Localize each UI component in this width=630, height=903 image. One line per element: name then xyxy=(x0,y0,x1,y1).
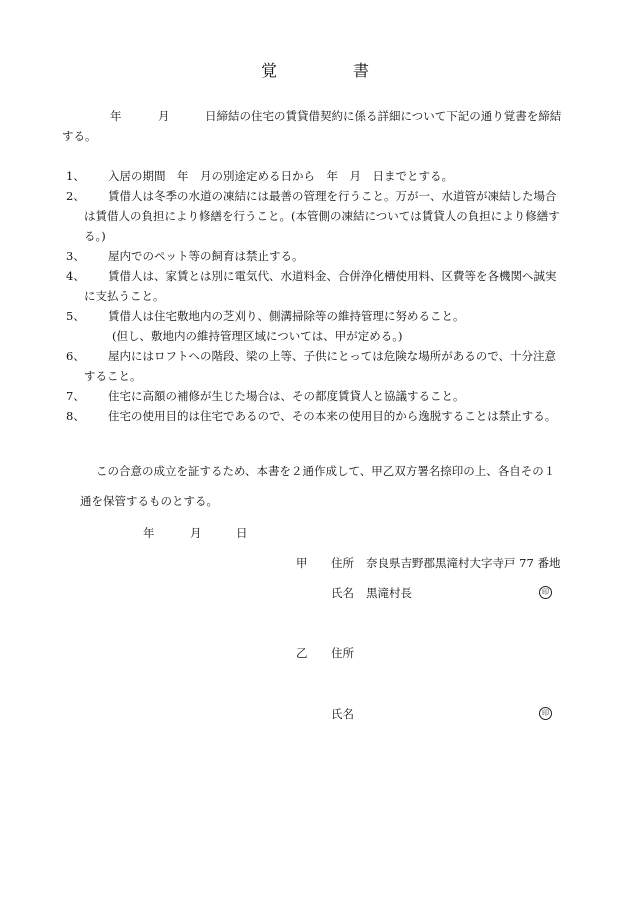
clause-text: 賃借人は、家賃とは別に電気代、水道料金、合併浄化槽使用料、区費等を各機関へ誠実 xyxy=(108,269,557,283)
intro-text-line2: する。 xyxy=(62,129,97,143)
closing-line2: 通を保管するものとする。 xyxy=(80,494,218,508)
party-a-seal-mark: 印 xyxy=(539,586,552,599)
party-a-label: 甲 xyxy=(296,556,308,570)
clause-text: 賃借人は冬季の水道の凍結には最善の管理を行うこと。万が一、水道管が凍結した場合 xyxy=(108,189,557,203)
clause-number: 5、 xyxy=(66,309,85,323)
party-b-label: 乙 xyxy=(296,646,308,660)
party-b-seal-mark: 印 xyxy=(539,707,552,720)
clause-text: 屋内でのペット等の飼育は禁止する。 xyxy=(108,249,304,263)
clause-number: 7、 xyxy=(66,389,85,403)
clause-number: 3、 xyxy=(66,249,85,263)
clause-text: 住宅の使用目的は住宅であるので、その本来の使用目的から逸脱することは禁止する。 xyxy=(108,409,557,423)
intro-month: 月 xyxy=(158,109,170,123)
party-a-name: 黒滝村長 xyxy=(366,586,412,600)
date-month: 月 xyxy=(190,526,202,540)
party-b-name-label: 氏名 xyxy=(331,707,354,721)
party-a-name-label: 氏名 xyxy=(331,586,354,600)
clause-text: 賃借人は住宅敷地内の芝刈り、側溝掃除等の維持管理に努めること。 xyxy=(108,309,465,323)
clause-text: すること。 xyxy=(84,369,142,383)
date-year: 年 xyxy=(143,526,155,540)
date-day: 日 xyxy=(236,526,248,540)
clause-text: (但し、敷地内の維持管理区域については、甲が定める。) xyxy=(112,329,403,343)
clause-text: 入居の期間 年 月の別途定める日から 年 月 日までとする。 xyxy=(108,169,453,183)
clause-number: 8、 xyxy=(66,409,85,423)
intro-year: 年 xyxy=(110,109,122,123)
clause-number: 2、 xyxy=(66,189,85,203)
closing-line1: この合意の成立を証するため、本書を２通作成して、甲乙双方署名捺印の上、各自その１ xyxy=(96,464,556,478)
clause-text: に支払うこと。 xyxy=(84,289,165,303)
intro-text-line1: 日締結の住宅の賃貸借契約に係る詳細について下記の通り覚書を締結 xyxy=(205,109,562,123)
party-a-address: 奈良県吉野郡黒滝村大字寺戸 77 番地 xyxy=(366,556,561,570)
party-a-address-label: 住所 xyxy=(331,556,354,570)
clause-number: 4、 xyxy=(66,269,85,283)
clause-number: 1、 xyxy=(66,169,85,183)
clause-text: る。) xyxy=(84,229,106,243)
clause-text: 屋内にはロフトへの階段、梁の上等、子供にとっては危険な場所があるので、十分注意 xyxy=(108,349,557,363)
clause-text: 住宅に高額の補修が生じた場合は、その都度賃貸人と協議すること。 xyxy=(108,389,465,403)
clause-number: 6、 xyxy=(66,349,85,363)
clause-text: は賃借人の負担により修繕を行うこと。(本管側の凍結については賃貸人の負担により修繕す xyxy=(84,209,560,223)
party-b-address-label: 住所 xyxy=(331,646,354,660)
document-title: 覚 書 xyxy=(260,61,399,80)
